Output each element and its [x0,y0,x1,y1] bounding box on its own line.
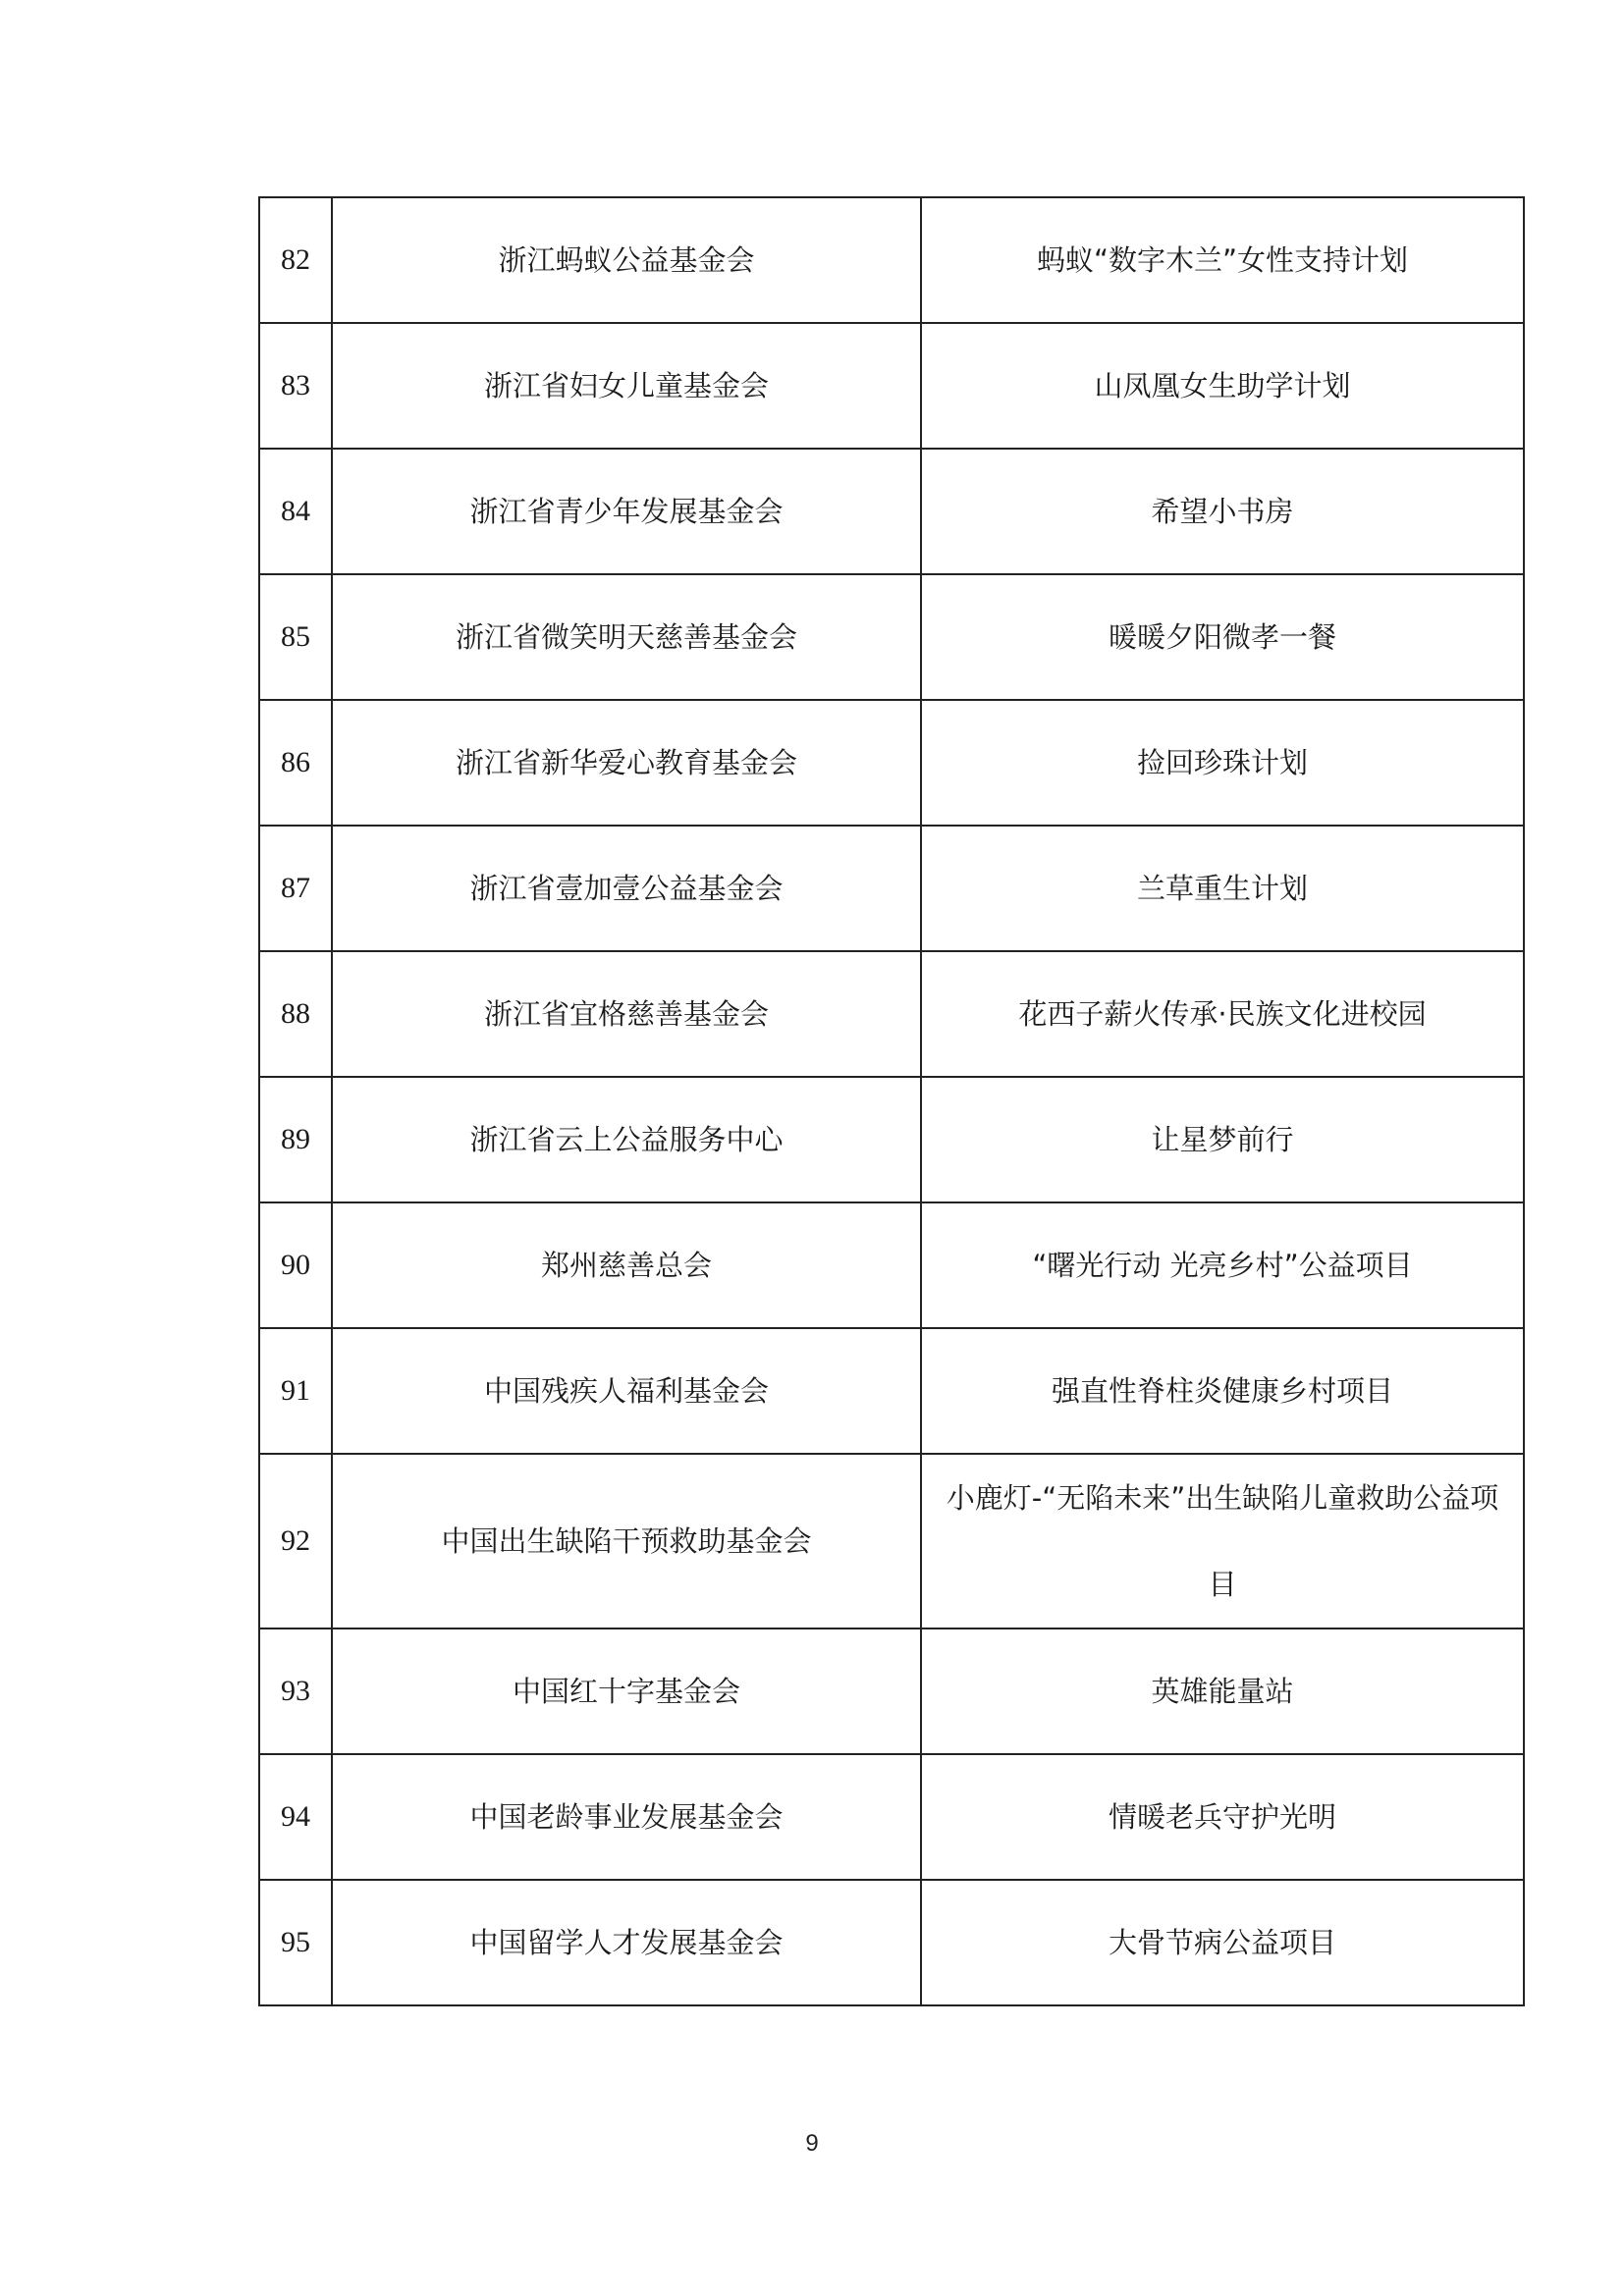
page-number: 9 [805,2130,819,2157]
table-row [259,449,1524,574]
row-number: 87 [259,826,332,951]
project-name: 暖暖夕阳微孝一餐 [921,574,1524,700]
project-name: 兰草重生计划 [921,826,1524,951]
project-name: 花西子薪火传承·民族文化进校园 [921,951,1524,1077]
row-number: 88 [259,951,332,1077]
row-number: 83 [259,323,332,449]
organization-name: 中国残疾人福利基金会 [332,1328,921,1454]
table-row [259,1454,1524,1629]
table-row [259,1077,1524,1202]
row-number: 84 [259,449,332,574]
table-row [259,951,1524,1077]
table-row [259,323,1524,449]
table-row [259,1754,1524,1880]
row-number: 92 [259,1454,332,1629]
table-row [259,1629,1524,1754]
organization-name: 郑州慈善总会 [332,1202,921,1328]
table-row [259,1328,1524,1454]
organization-name: 中国留学人才发展基金会 [332,1880,921,2005]
organization-name: 浙江省青少年发展基金会 [332,449,921,574]
organization-name: 中国出生缺陷干预救助基金会 [332,1454,921,1629]
organization-name: 浙江省宜格慈善基金会 [332,951,921,1077]
table-row [259,574,1524,700]
row-number: 82 [259,197,332,323]
row-number: 90 [259,1202,332,1328]
project-table [258,196,1525,2006]
row-number: 85 [259,574,332,700]
organization-name: 浙江省壹加壹公益基金会 [332,826,921,951]
organization-name: 浙江省云上公益服务中心 [332,1077,921,1202]
project-name: 大骨节病公益项目 [921,1880,1524,2005]
organization-name: 中国红十字基金会 [332,1629,921,1754]
row-number: 95 [259,1880,332,2005]
project-name: 捡回珍珠计划 [921,700,1524,826]
organization-name: 浙江省新华爱心教育基金会 [332,700,921,826]
row-number: 94 [259,1754,332,1880]
table-row [259,197,1524,323]
project-name: 英雄能量站 [921,1629,1524,1754]
project-name: 蚂蚁“数字木兰”女性支持计划 [921,197,1524,323]
row-number: 93 [259,1629,332,1754]
project-name: 强直性脊柱炎健康乡村项目 [921,1328,1524,1454]
project-name: 情暖老兵守护光明 [921,1754,1524,1880]
project-name: 希望小书房 [921,449,1524,574]
organization-name: 中国老龄事业发展基金会 [332,1754,921,1880]
organization-name: 浙江省微笑明天慈善基金会 [332,574,921,700]
table-row [259,1880,1524,2005]
row-number: 91 [259,1328,332,1454]
table-row [259,700,1524,826]
organization-name: 浙江蚂蚁公益基金会 [332,197,921,323]
row-number: 86 [259,700,332,826]
organization-name: 浙江省妇女儿童基金会 [332,323,921,449]
project-name: 小鹿灯-“无陷未来”出生缺陷儿童救助公益项目 [921,1454,1524,1629]
project-name: “曙光行动 光亮乡村”公益项目 [921,1202,1524,1328]
project-name: 让星梦前行 [921,1077,1524,1202]
table-row [259,1202,1524,1328]
table-row [259,826,1524,951]
row-number: 89 [259,1077,332,1202]
project-name: 山凤凰女生助学计划 [921,323,1524,449]
